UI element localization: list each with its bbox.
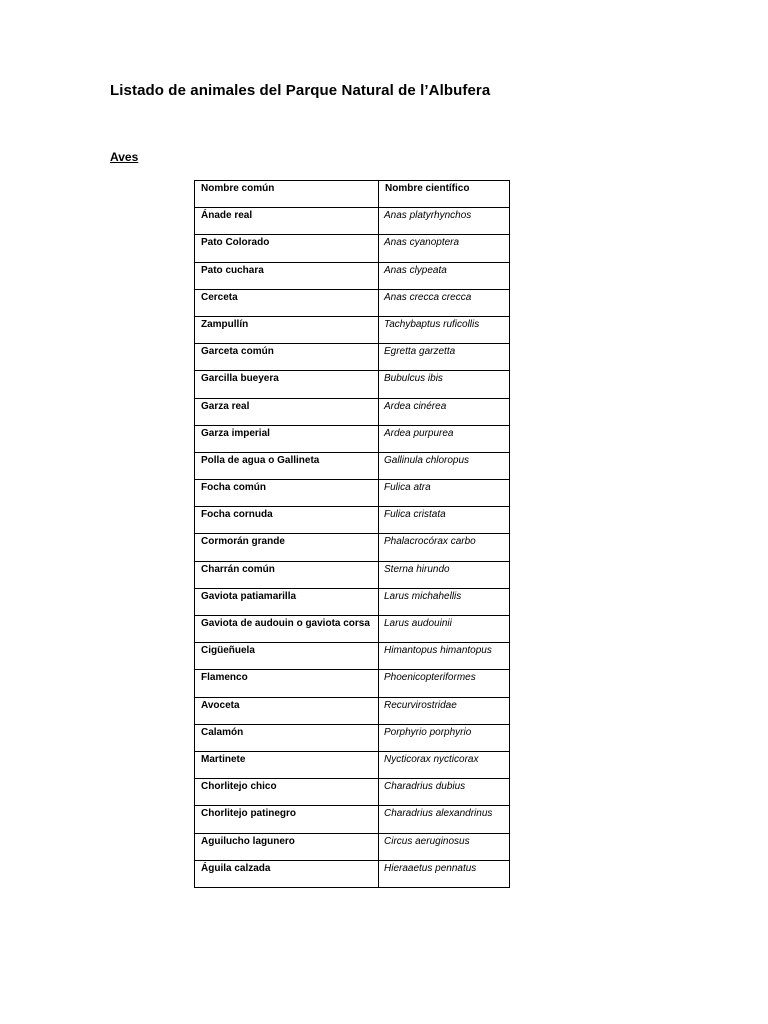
common-name-cell: Gaviota patiamarilla [195,588,379,615]
species-table [194,180,510,888]
table-row [195,262,510,289]
scientific-name-cell: Anas clypeata [379,262,510,289]
common-name-cell: Garcilla bueyera [195,371,379,398]
scientific-name-cell: Larus michahellis [379,588,510,615]
table-row [195,425,510,452]
document-title: Listado de animales del Parque Natural de l’Albufera [110,82,491,99]
section-heading-aves: Aves [110,150,139,164]
table-row [195,398,510,425]
table-row [195,452,510,479]
common-name-cell: Cigüeñuela [195,643,379,670]
table-row [195,561,510,588]
common-name-cell: Garceta común [195,344,379,371]
table-row [195,289,510,316]
common-name-cell: Polla de agua o Gallineta [195,452,379,479]
scientific-name-cell: Fulica atra [379,480,510,507]
common-name-cell: Cormorán grande [195,534,379,561]
common-name-cell: Chorlitejo chico [195,779,379,806]
common-name-cell: Flamenco [195,670,379,697]
table-row [195,616,510,643]
scientific-name-cell: Fulica cristata [379,507,510,534]
table-row [195,724,510,751]
common-name-cell: Garza imperial [195,425,379,452]
table-row [195,697,510,724]
header-scientific-name: Nombre científico [379,181,510,208]
table-row [195,480,510,507]
common-name-cell: Ánade real [195,208,379,235]
common-name-cell: Calamón [195,724,379,751]
scientific-name-cell: Anas crecca crecca [379,289,510,316]
scientific-name-cell: Hieraaetus pennatus [379,860,510,887]
scientific-name-cell: Sterna hirundo [379,561,510,588]
table-row [195,235,510,262]
scientific-name-cell: Charadrius alexandrinus [379,806,510,833]
scientific-name-cell: Charadrius dubius [379,779,510,806]
common-name-cell: Aguilucho lagunero [195,833,379,860]
common-name-cell: Chorlitejo patinegro [195,806,379,833]
table-row [195,751,510,778]
table-row [195,588,510,615]
scientific-name-cell: Himantopus himantopus [379,643,510,670]
scientific-name-cell: Circus aeruginosus [379,833,510,860]
scientific-name-cell: Tachybaptus ruficollis [379,316,510,343]
species-table-body [195,208,510,888]
common-name-cell: Zampullín [195,316,379,343]
scientific-name-cell: Ardea purpurea [379,425,510,452]
table-row [195,371,510,398]
table-row [195,806,510,833]
table-row [195,779,510,806]
common-name-cell: Pato Colorado [195,235,379,262]
scientific-name-cell: Phalacrocórax carbo [379,534,510,561]
scientific-name-cell: Porphyrio porphyrio [379,724,510,751]
scientific-name-cell: Recurvirostridae [379,697,510,724]
scientific-name-cell: Larus audouinii [379,616,510,643]
table-row [195,507,510,534]
header-common-name: Nombre común [195,181,379,208]
common-name-cell: Garza real [195,398,379,425]
table-header-row [195,181,510,208]
table-row [195,643,510,670]
common-name-cell: Águila calzada [195,860,379,887]
table-row [195,344,510,371]
table-row [195,833,510,860]
common-name-cell: Martinete [195,751,379,778]
table-row [195,860,510,887]
common-name-cell: Gaviota de audouin o gaviota corsa [195,616,379,643]
common-name-cell: Focha común [195,480,379,507]
scientific-name-cell: Ardea cinérea [379,398,510,425]
scientific-name-cell: Phoenicopteriformes [379,670,510,697]
common-name-cell: Avoceta [195,697,379,724]
scientific-name-cell: Gallinula chloropus [379,452,510,479]
scientific-name-cell: Egretta garzetta [379,344,510,371]
scientific-name-cell: Anas platyrhynchos [379,208,510,235]
common-name-cell: Cerceta [195,289,379,316]
scientific-name-cell: Bubulcus ibis [379,371,510,398]
table-row [195,316,510,343]
scientific-name-cell: Nycticorax nycticorax [379,751,510,778]
common-name-cell: Charrán común [195,561,379,588]
scientific-name-cell: Anas cyanoptera [379,235,510,262]
common-name-cell: Pato cuchara [195,262,379,289]
table-row [195,208,510,235]
common-name-cell: Focha cornuda [195,507,379,534]
table-row [195,670,510,697]
table-row [195,534,510,561]
